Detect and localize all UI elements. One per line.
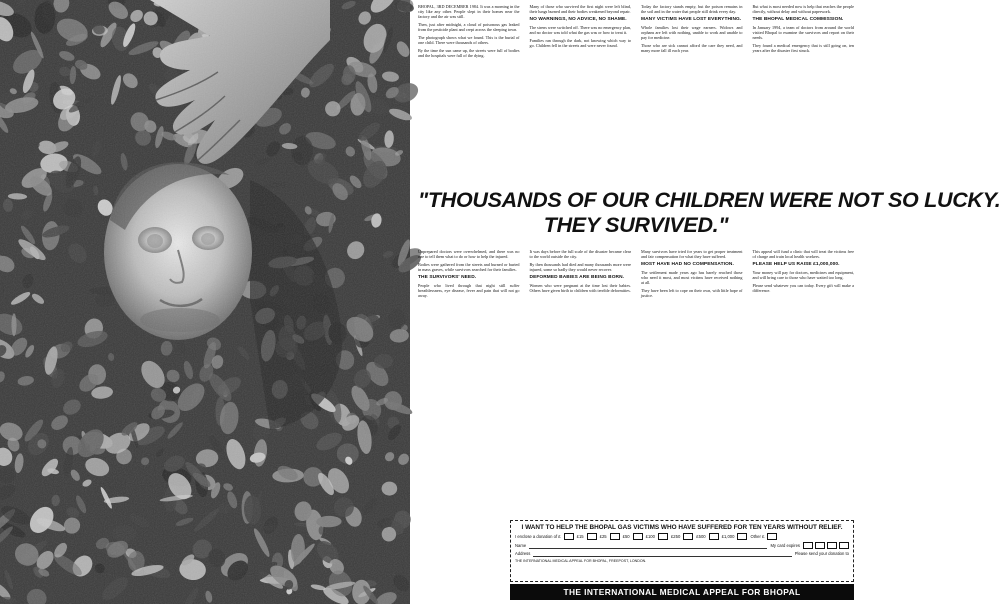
amount-checkbox[interactable] [709, 533, 719, 540]
column-2-paragraph: The sirens were switched off. There was no emergency plan, and no doctor was told what the gas was or how to treat it. [529, 24, 632, 36]
column-8 [753, 249, 855, 517]
column-4-paragraph: But what is most needed now is help that reaches the people directly, without delay and without paperwork. [752, 4, 854, 15]
column-1-paragraph: BHOPAL, 3RD DECEMBER 1984. It was a morning in the city like any other. People slept in their homes near the factory and the air was still. [418, 4, 520, 20]
column-3 [641, 4, 743, 180]
name-label: Name [515, 542, 527, 548]
address-field[interactable] [533, 551, 791, 557]
coupon-address-row [515, 551, 849, 557]
amount-checkbox[interactable] [610, 533, 620, 540]
amount-checkbox[interactable] [767, 533, 777, 540]
coupon-name-row [515, 542, 849, 549]
column-6-paragraph: By then thousands had died and many thousands more were injured, some so badly they would never recover. [529, 261, 631, 272]
column-1-paragraph: By the time the sun came up, the streets were full of bodies and the hospitals were full of the dying. [418, 47, 520, 58]
receipt-label: Please send your donation to [794, 551, 849, 556]
column-1-paragraph: Then, just after midnight, a cloud of poisonous gas leaked from the pesticide plant and crept across the sleeping town. [418, 22, 520, 33]
address-label: Address [515, 551, 531, 556]
amount-option: Other £ [750, 533, 765, 539]
card-label: My card expires [770, 542, 800, 548]
coupon-amount-row [515, 533, 849, 540]
headline-line-1: "THOUSANDS OF OUR CHILDREN WERE NOT SO LUCKY. [418, 188, 1000, 212]
column-8-paragraph: Your money will pay for doctors, medicines and equipment, and will bring care to those who have waited too long. [752, 269, 854, 281]
coupon-small-print: THE INTERNATIONAL MEDICAL APPEAL FOR BHOPAL, FREEPOST, LONDON. [515, 559, 647, 563]
column-4-subheading: THE BHOPAL MEDICAL COMMISSION. [752, 17, 844, 23]
column-6 [530, 249, 632, 517]
column-7 [641, 249, 743, 517]
column-6-paragraph: Women who were pregnant at the time lost their babies. Others have given birth to children with terrible deformities. [529, 282, 631, 293]
column-5-paragraph: Bodies were gathered from the streets and burned or buried in mass graves, while survivors searched for their families. [418, 261, 520, 272]
amount-checkbox[interactable] [683, 533, 693, 540]
column-8-paragraph: This appeal will fund a clinic that will treat the victims free of charge and train local health workers. [752, 249, 854, 260]
appeal-name-bar: THE INTERNATIONAL MEDICAL APPEAL FOR BHOPAL [510, 584, 854, 600]
column-7-subheading: MOST HAVE HAD NO COMPENSATION. [641, 262, 734, 268]
photograph-buried-child [0, 0, 410, 604]
name-field[interactable] [529, 543, 767, 549]
column-1-paragraph: The photograph shows what we found. This is the burial of one child. There were thousands of others. [418, 34, 520, 45]
column-4-paragraph: They found a medical emergency that is still going on, ten years after the disaster first struck. [752, 42, 854, 54]
column-2-paragraph: Families ran through the dark, not knowing which way to go. Children fell in the streets and were never found. [529, 37, 631, 48]
coupon-heading: I WANT TO HELP THE BHOPAL GAS VICTIMS WHO HAVE SUFFERED FOR TEN YEARS WITHOUT RELIEF. [521, 524, 843, 531]
column-2-subheading: NO WARNINGS, NO ADVICE, NO SHAME. [529, 17, 627, 23]
column-3-paragraph: Whole families lost their wage earners. Widows and orphans are left with nothing, unable to work and unable to pay for medicine. [641, 24, 743, 41]
bottom-columns [418, 249, 854, 517]
amount-checkbox[interactable] [737, 533, 747, 540]
amount-option: £500 [696, 533, 706, 539]
column-3-paragraph: Those who are sick cannot afford the care they need, and many more fall ill each year. [641, 42, 743, 54]
article [418, 4, 1000, 600]
column-6-subheading: DEFORMED BABIES ARE BEING BORN. [529, 275, 625, 281]
top-columns [418, 4, 854, 180]
column-4-paragraph: In January 1994, a team of doctors from around the world visited Bhopal to examine the survivors and report on their needs. [752, 24, 854, 41]
headline [418, 188, 1000, 238]
headline-line-2: THEY SURVIVED." [543, 213, 729, 237]
column-7-paragraph: They have been left to cope on their own, with little hope of justice. [641, 287, 743, 299]
column-7-paragraph: Many survivors have tried for years to get proper treatment and fair compensation for what they have suffered. [641, 249, 743, 260]
amount-option: £100 [645, 533, 655, 539]
photograph-image [0, 0, 410, 604]
amount-option: £250 [670, 533, 681, 539]
column-5-paragraph: Unprepared doctors were overwhelmed, and there was no one to tell them what to do or how to help the injured. [418, 249, 520, 260]
column-5-paragraph: People who lived through that night still suffer breathlessness, eye disease, fever and pain that will not go away. [418, 282, 520, 299]
column-3-subheading: MANY VICTIMS HAVE LOST EVERYTHING. [641, 17, 742, 23]
amount-field[interactable] [564, 533, 574, 540]
donation-coupon [510, 520, 854, 582]
column-2-paragraph: Many of those who survived the first night were left blind, their lungs burned and their bodies weakened beyond repair. [529, 4, 631, 15]
column-1 [418, 4, 520, 180]
amount-checkbox[interactable] [633, 533, 643, 540]
card-expiry-field[interactable] [803, 542, 849, 549]
column-6-paragraph: It was days before the full scale of the disaster became clear to the world outside the city. [529, 249, 631, 260]
amount-option: £50 [622, 533, 630, 539]
column-2 [530, 4, 632, 180]
column-7-paragraph: The settlement made years ago has barely reached those who need it most, and most victims have received nothing at all. [641, 269, 743, 286]
column-8-paragraph: Please send whatever you can today. Every gift will make a difference. [752, 282, 854, 293]
amount-checkbox[interactable] [658, 533, 668, 540]
amount-option: £25 [599, 533, 607, 539]
amount-option: £15 [576, 533, 584, 539]
donation-label: I enclose a donation of £ [515, 533, 561, 539]
column-5 [418, 249, 520, 517]
amount-checkbox[interactable] [587, 533, 597, 540]
column-8-subheading: PLEASE HELP US RAISE £1,000,000. [752, 262, 840, 268]
column-3-paragraph: Today the factory stands empty, but the poison remains in the soil and in the water that people still drink every day. [641, 4, 743, 15]
amount-option: £1,000 [721, 533, 735, 539]
column-4 [753, 4, 855, 180]
column-5-subheading: THE SURVIVORS' NEED. [418, 275, 477, 281]
